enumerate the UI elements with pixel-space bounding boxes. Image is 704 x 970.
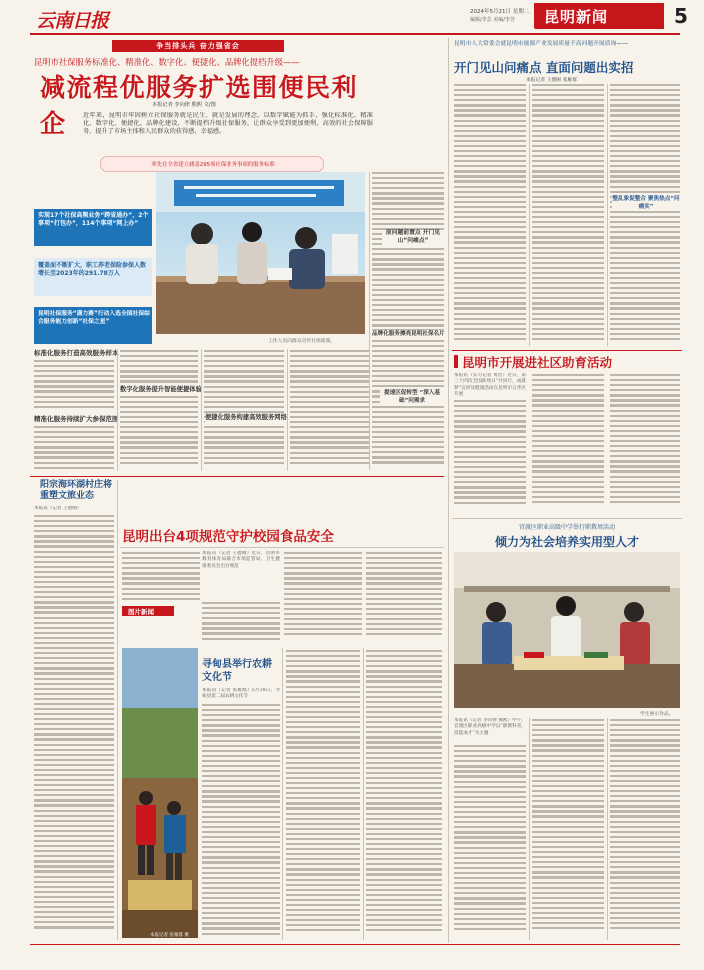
callout-1-text: 实现17个社保高频业务“跨省通办”，2个事项“打包办”，114个事项“网上办” bbox=[38, 212, 149, 227]
section-heading-2: 精准化服务持续扩大参保范围 bbox=[34, 415, 119, 423]
section-heading-3: 数字化服务提升智能便捷体验 bbox=[120, 386, 202, 393]
body-col-5 bbox=[372, 172, 444, 472]
right-top-byline: 本报记者 王德刚 张雁群 bbox=[526, 78, 578, 83]
section-heading-4: 便捷化服务构建高效服务网络 bbox=[205, 414, 287, 421]
hero-photo-caption: 工作人员向群众宣传社保政策。 bbox=[268, 339, 336, 344]
body-col-1b bbox=[34, 426, 114, 472]
top-story-lede: 近年来，昆明市牢固树立社保服务就是民生、就是发展的理念，以数字赋能为抓手，强化标准化、精准化、数字化、便捷化、品牌化建设，不断提档升级社保服务，让群众享受到更加便利、高效的社会保障服务，提升了市场主体和人民群众的获得感、幸福感。 bbox=[83, 112, 373, 135]
middle-story-col-1 bbox=[454, 400, 526, 512]
section-heading-6: 原问题前置点 开门见山“问痛点” bbox=[382, 230, 444, 245]
middle-story-headline: 昆明市开展进社区助育活动 bbox=[462, 355, 613, 370]
date-line: 2024年5月21日 星期二 bbox=[470, 9, 530, 15]
right-top-headline: 开门见山问痛点 直面问题出实招 bbox=[454, 60, 634, 75]
right-bottom-col-1 bbox=[454, 745, 526, 940]
highlight-pill-text: 率先在全省建立涵盖295项社保业务事项的服务标准 bbox=[151, 162, 275, 168]
photo-news-headline: 寻甸县举行农耕文化节 bbox=[202, 659, 272, 683]
food-story-col-6 bbox=[366, 650, 442, 940]
newspaper-logo: 云南日报 bbox=[36, 10, 109, 32]
students-photo bbox=[454, 552, 680, 708]
right-top-subhead: 昆明市人大常委会就昆明市能源产业发展质量不高问题开展质询—— bbox=[454, 41, 628, 47]
callout-2-text: 覆盖面不断扩大，职工养老保险参保人数增长至2023年的291.78万人 bbox=[38, 262, 147, 278]
body-col-1a bbox=[34, 360, 114, 414]
section-heading-1: 标准化服务打造高效服务样本 bbox=[34, 349, 119, 357]
editors-line: 编辑/李芸 美编/李芳 bbox=[470, 17, 515, 23]
section-heading-7: 提速区促转型 “深入基础”问需求 bbox=[380, 390, 444, 405]
top-story-headline: 减流程优服务扩选围便民利企 bbox=[40, 73, 359, 138]
photo-news-label-text: 图片新闻 bbox=[128, 608, 154, 616]
body-col-3 bbox=[204, 350, 284, 470]
food-story-col-4 bbox=[366, 552, 442, 642]
kicker-text: 争当排头兵 奋力强省会 bbox=[156, 42, 240, 50]
food-story-col-3 bbox=[284, 552, 362, 642]
callout-3-text: 昆明社保服务“潇力赛”行动入选全国社保综合服务能力创新“社保之星” bbox=[38, 311, 150, 325]
top-story-subhead: 昆明市社保服务标准化、精准化、数字化、便捷化、品牌化提档升级—— bbox=[34, 57, 300, 67]
photo-news-byline: 本报讯（记者 张雁群）5月18日，寻甸县第二届农耕文化节 bbox=[202, 688, 280, 700]
section-heading-5: 品牌化服务擦亮昆明社保名片 bbox=[372, 331, 445, 337]
masthead bbox=[0, 0, 704, 38]
body-col-4 bbox=[290, 350, 370, 470]
section-title: 昆明新闻 bbox=[544, 8, 609, 26]
students-photo-caption: 学生展示作品。 bbox=[640, 712, 674, 717]
right-top-col-1 bbox=[454, 84, 526, 346]
food-story-col-2 bbox=[202, 602, 280, 642]
food-story-headline: 昆明出台4项规范守护校园食品安全 bbox=[122, 529, 334, 545]
middle-story-byline: 本报讯（实习记者 黄浩）近日，第三十四次全国助残日“共同行，成就梦”宣讲及健康活动在昆明市五华区开展 bbox=[454, 373, 526, 398]
right-section-heading: 整乱象促整合 聚焦热点“问痛实” bbox=[612, 196, 680, 210]
left-story-subhead: 阳宗海环湖村庄将重塑文旅业态 bbox=[40, 480, 113, 501]
top-story-byline: 本报记者 李向律 熊熙 文/图 bbox=[152, 102, 216, 108]
body-col-2 bbox=[120, 350, 198, 470]
left-story-body bbox=[34, 515, 114, 935]
hero-photo bbox=[156, 172, 365, 334]
right-bottom-col-2 bbox=[532, 719, 604, 939]
left-story-byline: 本报讯（记者 王德刚） bbox=[34, 506, 82, 511]
middle-story-col-2 bbox=[532, 374, 604, 514]
food-story-col-1 bbox=[122, 552, 200, 602]
page-number: 5 bbox=[674, 4, 688, 28]
middle-story-marker bbox=[454, 355, 458, 368]
right-top-col-3 bbox=[610, 84, 680, 346]
right-bottom-headline: 倾力为社会培养实用型人才 bbox=[494, 535, 639, 549]
right-bottom-col-3 bbox=[610, 719, 680, 939]
right-bottom-subhead: 官渡区职业高级中学举行职教周活动 bbox=[518, 524, 615, 531]
festival-photo-credit: 本报记者 张雁群 摄 bbox=[150, 933, 189, 938]
food-story-col-5 bbox=[286, 650, 360, 940]
right-top-col-2 bbox=[532, 84, 604, 346]
right-bottom-byline: 本报讯（记者 李向律 熊熙）中午，官渡区职业高级中学以“职教科普，技能成才”为主题 bbox=[454, 718, 526, 736]
middle-story-col-3 bbox=[610, 374, 680, 514]
photo-news-body bbox=[202, 704, 280, 944]
food-story-byline: 本报讯（记者 王德刚）近日，昆明市教育体育局联合市场监管局、卫生健康委员会出台规范 bbox=[202, 551, 280, 569]
festival-photo bbox=[122, 648, 198, 938]
